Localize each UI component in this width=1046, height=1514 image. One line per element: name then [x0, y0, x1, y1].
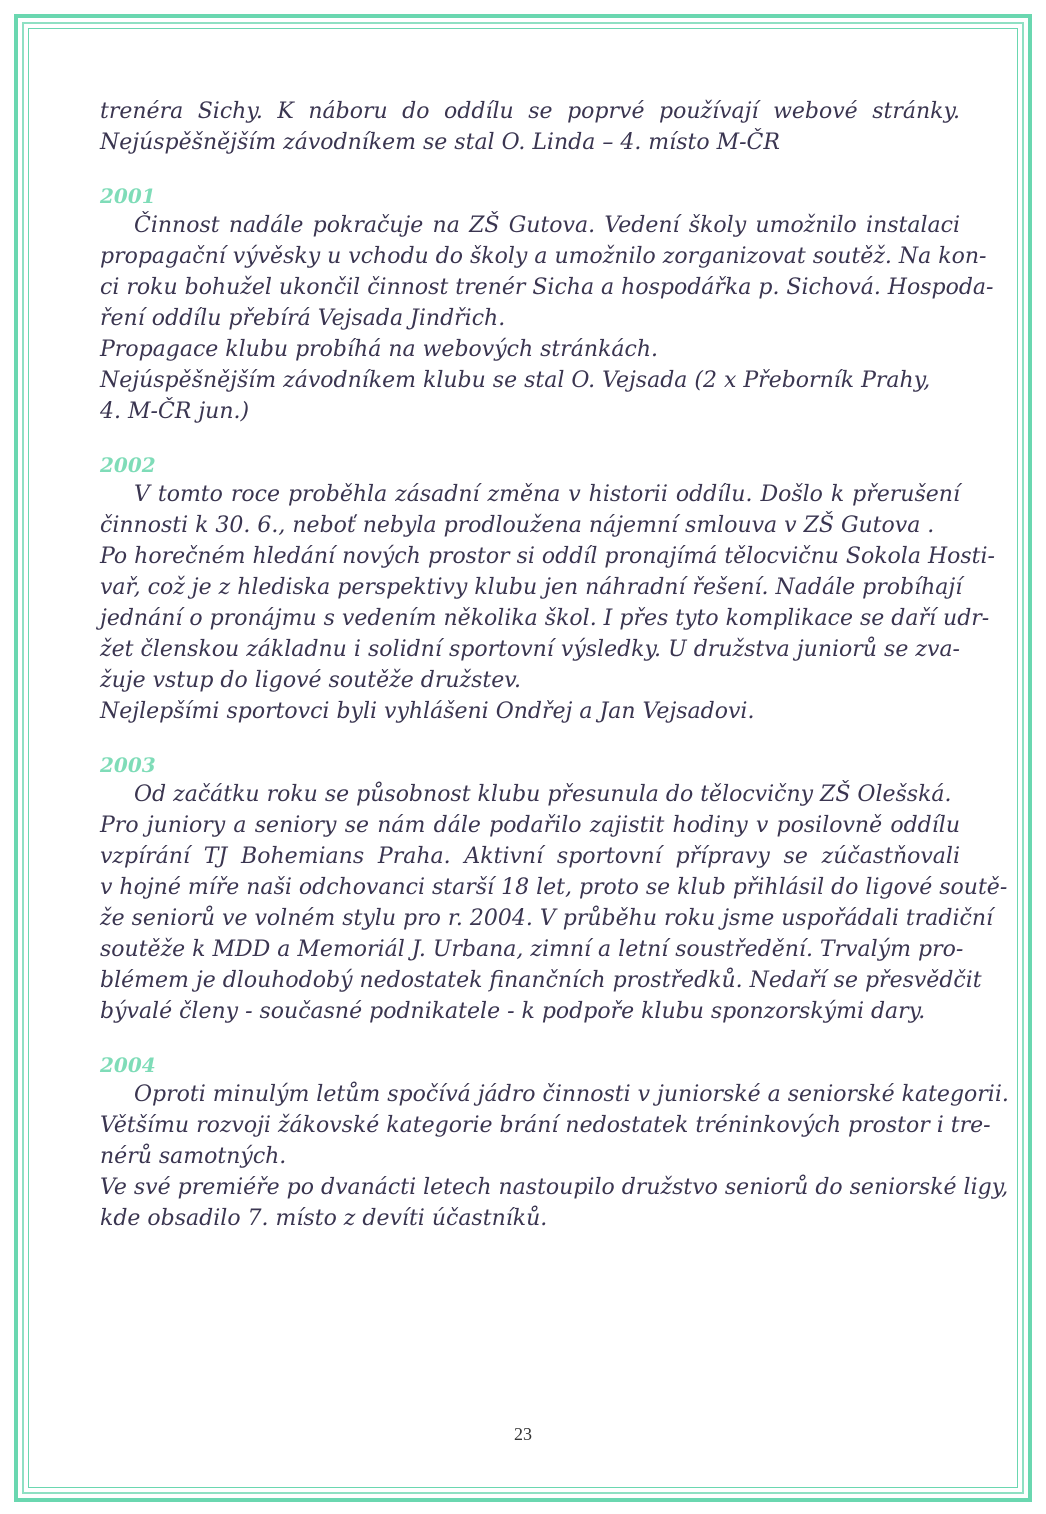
- text-line: Nejúspěšnějším závodníkem klubu se stal O. Vejsada (2 x Přeborník Prahy,: [100, 368, 931, 393]
- text-line: žet členskou základnu i solidní sportovní výsledky. U družstva juniorů se zva-: [100, 637, 960, 662]
- text-line: nérů samotných.: [100, 1144, 287, 1169]
- text-line: Propagace klubu probíhá na webových stránkách.: [100, 337, 658, 362]
- text-line: Po horečném hledání nových prostor si oddíl pronajímá tělocvičnu Sokola Hosti-: [100, 544, 995, 569]
- year-heading: 2003: [100, 753, 156, 777]
- text-line: bývalé členy - současné podnikatele - k podpoře klubu sponzorskými dary.: [100, 999, 926, 1024]
- text-line: jednání o pronájmu s vedením několika škol. I přes tyto komplikace se daří udr-: [100, 606, 990, 631]
- text-line: žuje vstup do ligové soutěže družstev.: [100, 668, 522, 693]
- year-heading: 2002: [100, 453, 156, 477]
- text-line: ci roku bohužel ukončil činnost trenér Sicha a hospodářka p. Sichová. Hospoda-: [100, 275, 994, 300]
- page-number: 23: [514, 1424, 532, 1444]
- page-content: [100, 96, 1009, 1234]
- text-line: vař, což je z hlediska perspektivy klubu jen náhradní řešení. Nadále probíhají: [100, 575, 963, 600]
- text-line: že seniorů ve volném stylu pro r. 2004. V průběhu roku jsme uspořádali tradiční: [100, 906, 994, 931]
- year-heading: 2004: [100, 1053, 156, 1077]
- text-line: Většímu rozvoji žákovské kategorie brání nedostatek tréninkových prostor i tre-: [100, 1113, 991, 1138]
- section-2001: [100, 182, 994, 427]
- text-line: V tomto roce proběhla zásadní změna v historii oddílu. Došlo k přerušení: [134, 482, 960, 507]
- text-line: trenéra Sichy. K náboru do oddílu se poprvé používají webové stránky.: [100, 99, 960, 124]
- text-line: Nejlepšími sportovci byli vyhlášeni Ondřej a Jan Vejsadovi.: [100, 699, 755, 724]
- text-line: Od začátku roku se působnost klubu přesunula do tělocvičny ZŠ Olešská.: [134, 782, 952, 807]
- text-line: Nejúspěšnějším závodníkem se stal O. Linda – 4. místo M-ČR: [100, 130, 780, 155]
- intro-paragraph: [100, 96, 960, 158]
- text-line: 4. M-ČR jun.): [100, 399, 250, 424]
- text-line: kde obsadilo 7. místo z devíti účastníků.: [100, 1206, 548, 1231]
- text-line: ření oddílu přebírá Vejsada Jindřich.: [100, 306, 506, 331]
- text-line: soutěže k MDD a Memoriál J. Urbana, zimní a letní soustředění. Trvalým pro-: [100, 937, 964, 962]
- text-line: vzpírání TJ Bohemians Praha. Aktivní sportovní přípravy se zúčastňovali: [100, 844, 960, 869]
- section-2004: [100, 1051, 1009, 1234]
- text-line: v hojné míře naši odchovanci starší 18 let, proto se klub přihlásil do ligové soutě-: [100, 875, 1008, 900]
- text-line: propagační vývěsky u vchodu do školy a umožnilo zorganizovat soutěž. Na kon-: [100, 244, 987, 269]
- section-2002: [100, 451, 995, 727]
- text-line: blémem je dlouhodobý nedostatek finančních prostředků. Nedaří se přesvědčit: [100, 968, 982, 993]
- text-line: činnosti k 30. 6., neboť nebyla prodloužena nájemní smlouva v ZŠ Gutova .: [100, 513, 935, 538]
- text-line: Oproti minulým letům spočívá jádro činnosti v juniorské a seniorské kategorii.: [134, 1082, 1009, 1107]
- text-line: Ve své premiéře po dvanácti letech nastoupilo družstvo seniorů do seniorské ligy,: [100, 1175, 1009, 1200]
- text-line: Pro juniory a seniory se nám dále podařilo zajistit hodiny v posilovně oddílu: [100, 813, 960, 838]
- text-line: Činnost nadále pokračuje na ZŠ Gutova. Vedení školy umožnilo instalaci: [134, 213, 960, 238]
- year-heading: 2001: [100, 184, 156, 208]
- section-2003: [100, 751, 1008, 1027]
